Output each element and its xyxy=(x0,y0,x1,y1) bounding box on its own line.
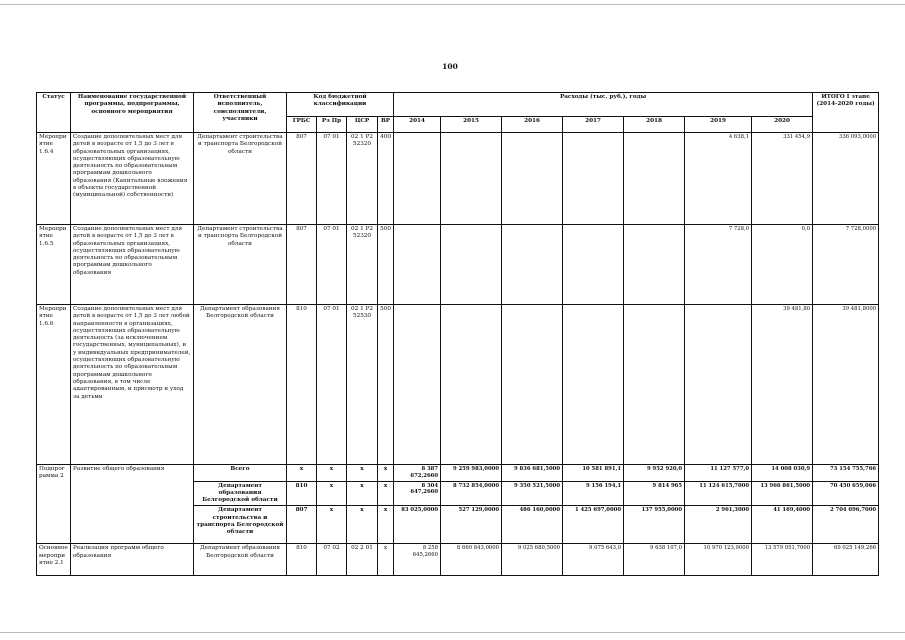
subprogram-rz: x xyxy=(317,481,347,506)
main-event-row xyxy=(37,544,879,576)
main-event-responsible: Департамент образования Белгородской области xyxy=(194,544,287,576)
main-event-value-2019: 10 970 123,9000 xyxy=(685,544,752,576)
row-value-2018 xyxy=(624,225,685,305)
row-value-2020: 39 481,80 xyxy=(752,305,813,465)
table-header xyxy=(37,93,879,133)
subprogram-value-2017: 10 581 891,1 xyxy=(563,465,624,482)
subprogram-row-total xyxy=(37,465,879,482)
row-value-2019 xyxy=(685,305,752,465)
row-value-2020: 0,0 xyxy=(752,225,813,305)
subprogram-value-2018: 9 814 965 xyxy=(624,481,685,506)
main-event-value-2018: 9 638 107,0 xyxy=(624,544,685,576)
subprogram-name: Развитие общего образования xyxy=(71,465,194,544)
main-event-value-2015: 8 660 843,0000 xyxy=(441,544,502,576)
subprogram-grbs: 807 xyxy=(287,506,317,544)
row-total: 39 481,8000 xyxy=(813,305,879,465)
subprogram-value-2020: 41 169,4000 xyxy=(752,506,813,544)
subprogram-responsible: Департамент строительства и транспорта Белгородской области xyxy=(194,506,287,544)
row-vr: 400 xyxy=(378,133,394,225)
header-year-2015: 2015 xyxy=(441,117,502,133)
row-value-2019: 4 638,1 xyxy=(685,133,752,225)
row-value-2020: 331 454,9 xyxy=(752,133,813,225)
subprogram-grbs: x xyxy=(287,465,317,482)
row-grbs: 807 xyxy=(287,133,317,225)
row-csr: 02 1 P2 52320 xyxy=(347,225,378,305)
row-status: Мероприятие 1.6.4 xyxy=(37,133,71,225)
row-value-2019: 7 728,0 xyxy=(685,225,752,305)
main-event-value-2020: 13 579 051,7000 xyxy=(752,544,813,576)
header-responsible: Ответственный исполнитель, соисполнители, участники xyxy=(194,93,287,133)
row-rz: 07 01 xyxy=(317,225,347,305)
row-grbs: 810 xyxy=(287,305,317,465)
subprogram-responsible: Департамент образования Белгородской области xyxy=(194,481,287,506)
row-value-2015 xyxy=(441,133,502,225)
budget-table xyxy=(36,92,879,576)
table-row xyxy=(37,225,879,305)
row-value-2015 xyxy=(441,305,502,465)
header-year-2016: 2016 xyxy=(502,117,563,133)
header-rz: Рз Пр xyxy=(317,117,347,133)
row-value-2017 xyxy=(563,305,624,465)
subprogram-value-2016: 9 836 681,5000 xyxy=(502,465,563,482)
header-csr: ЦСР xyxy=(347,117,378,133)
header-name: Наименование государственной программы, подпрограммы, основного мероприятия xyxy=(71,93,194,133)
subprogram-csr: x xyxy=(347,506,378,544)
subprogram-total: 2 704 096,7000 xyxy=(813,506,879,544)
header-total: ИТОГО I этапе (2014-2020 годы) xyxy=(813,93,879,133)
subprogram-status: Подпрограмма 2 xyxy=(37,465,71,544)
subprogram-vr: x xyxy=(378,506,394,544)
row-name: Создание дополнительных мест для детей в возрасте от 1,5 до 3 лет любой направленности в организациях, осуществляющих образовательную деятельность (за исключением государственных, муниципальных), и у индивидуальных предпринимателей, осуществляющих образовательную деятельность по образовательным программам дошкольного образования, в том числе адаптированным, и присмотр и уход за детьми xyxy=(71,305,194,465)
subprogram-total: 73 154 755,766 xyxy=(813,465,879,482)
subprogram-grbs: 810 xyxy=(287,481,317,506)
main-event-grbs: 810 xyxy=(287,544,317,576)
subprogram-value-2015: 8 732 854,0000 xyxy=(441,481,502,506)
row-value-2018 xyxy=(624,305,685,465)
row-rz: 07 01 xyxy=(317,133,347,225)
subprogram-value-2014: 83 025,0000 xyxy=(394,506,441,544)
row-total: 7 728,0000 xyxy=(813,225,879,305)
subprogram-value-2020: 13 966 861,5000 xyxy=(752,481,813,506)
header-vr: ВР xyxy=(378,117,394,133)
row-vr: 500 xyxy=(378,305,394,465)
row-grbs: 807 xyxy=(287,225,317,305)
row-value-2017 xyxy=(563,225,624,305)
subprogram-value-2018: 9 952 920,0 xyxy=(624,465,685,482)
row-value-2014 xyxy=(394,225,441,305)
subprogram-value-2016: 9 350 521,5000 xyxy=(502,481,563,506)
subprogram-value-2018: 137 955,0000 xyxy=(624,506,685,544)
main-event-rz: 07 02 xyxy=(317,544,347,576)
subprogram-value-2019: 2 961,3000 xyxy=(685,506,752,544)
main-event-value-2017: 9 075 643,0 xyxy=(563,544,624,576)
row-value-2014 xyxy=(394,133,441,225)
subprogram-value-2019: 11 127 577,0 xyxy=(685,465,752,482)
header-year-2018: 2018 xyxy=(624,117,685,133)
subprogram-value-2015: 9 259 983,0000 xyxy=(441,465,502,482)
header-budget-code: Код бюджетной классификации xyxy=(287,93,394,117)
page-number: 100 xyxy=(442,62,458,71)
subprogram-responsible: Всего xyxy=(194,465,287,482)
subprogram-value-2020: 14 008 030,9 xyxy=(752,465,813,482)
row-responsible: Департамент строительства и транспорта Белгородской области xyxy=(194,225,287,305)
row-responsible: Департамент строительства и транспорта Белгородской области xyxy=(194,133,287,225)
row-value-2015 xyxy=(441,225,502,305)
row-total: 336 093,0000 xyxy=(813,133,879,225)
header-year-2019: 2019 xyxy=(685,117,752,133)
page-edge-top xyxy=(0,4,905,5)
table-row xyxy=(37,133,879,225)
subprogram-value-2014: 8 387 672,2660 xyxy=(394,465,441,482)
header-status: Статус xyxy=(37,93,71,133)
subprogram-rz: x xyxy=(317,506,347,544)
header-year-2014: 2014 xyxy=(394,117,441,133)
subprogram-value-2017: 9 156 194,1 xyxy=(563,481,624,506)
subprogram-csr: x xyxy=(347,465,378,482)
row-rz: 07 01 xyxy=(317,305,347,465)
main-event-name: Реализация программ общего образования xyxy=(71,544,194,576)
subprogram-csr: x xyxy=(347,481,378,506)
header-grbs: ГРБС xyxy=(287,117,317,133)
table-row xyxy=(37,305,879,465)
subprogram-vr: x xyxy=(378,465,394,482)
row-name: Создание дополнительных мест для детей в возрасте от 1,5 до 3 лет в образовательных организациях, осуществляющих образовательную деятельность по образовательным программам дошкольного образования xyxy=(71,225,194,305)
page-edge-bottom xyxy=(0,632,905,633)
main-event-csr: 02 2 01 xyxy=(347,544,378,576)
subprogram-total: 70 450 659,066 xyxy=(813,481,879,506)
main-event-total: 69 025 149,266 xyxy=(813,544,879,576)
row-value-2016 xyxy=(502,225,563,305)
main-event-value-2016: 9 025 680,5000 xyxy=(502,544,563,576)
row-value-2018 xyxy=(624,133,685,225)
subprogram-vr: x xyxy=(378,481,394,506)
row-value-2014 xyxy=(394,305,441,465)
subprogram-value-2015: 527 129,0000 xyxy=(441,506,502,544)
header-year-2017: 2017 xyxy=(563,117,624,133)
header-expenses: Расходы (тыс. руб.), годы xyxy=(394,93,813,117)
main-event-value-2014: 8 258 645,2660 xyxy=(394,544,441,576)
row-status: Мероприятие 1.6.6 xyxy=(37,305,71,465)
row-vr: 500 xyxy=(378,225,394,305)
row-value-2016 xyxy=(502,133,563,225)
subprogram-value-2019: 11 124 615,7000 xyxy=(685,481,752,506)
subprogram-rz: x xyxy=(317,465,347,482)
subprogram-value-2017: 1 425 697,0000 xyxy=(563,506,624,544)
subprogram-value-2016: 486 160,0000 xyxy=(502,506,563,544)
main-event-status: Основное мероприятие 2.1 xyxy=(37,544,71,576)
row-csr: 02 1 P2 52320 xyxy=(347,133,378,225)
row-status: Мероприятие 1.6.5 xyxy=(37,225,71,305)
header-year-2020: 2020 xyxy=(752,117,813,133)
row-value-2017 xyxy=(563,133,624,225)
table-body xyxy=(37,133,879,576)
row-responsible: Департамент образования Белгородской области xyxy=(194,305,287,465)
main-event-vr: x xyxy=(378,544,394,576)
row-name: Создание дополнительных мест для детей в возрасте от 1,5 до 3 лет в образовательных организациях, осуществляющих образовательную деятельность по образовательным программам дошкольного образования (Капитальные вложения в объекты государственной (муниципальной) собственности) xyxy=(71,133,194,225)
row-value-2016 xyxy=(502,305,563,465)
row-csr: 02 1 P2 52530 xyxy=(347,305,378,465)
subprogram-value-2014: 8 304 647,2660 xyxy=(394,481,441,506)
